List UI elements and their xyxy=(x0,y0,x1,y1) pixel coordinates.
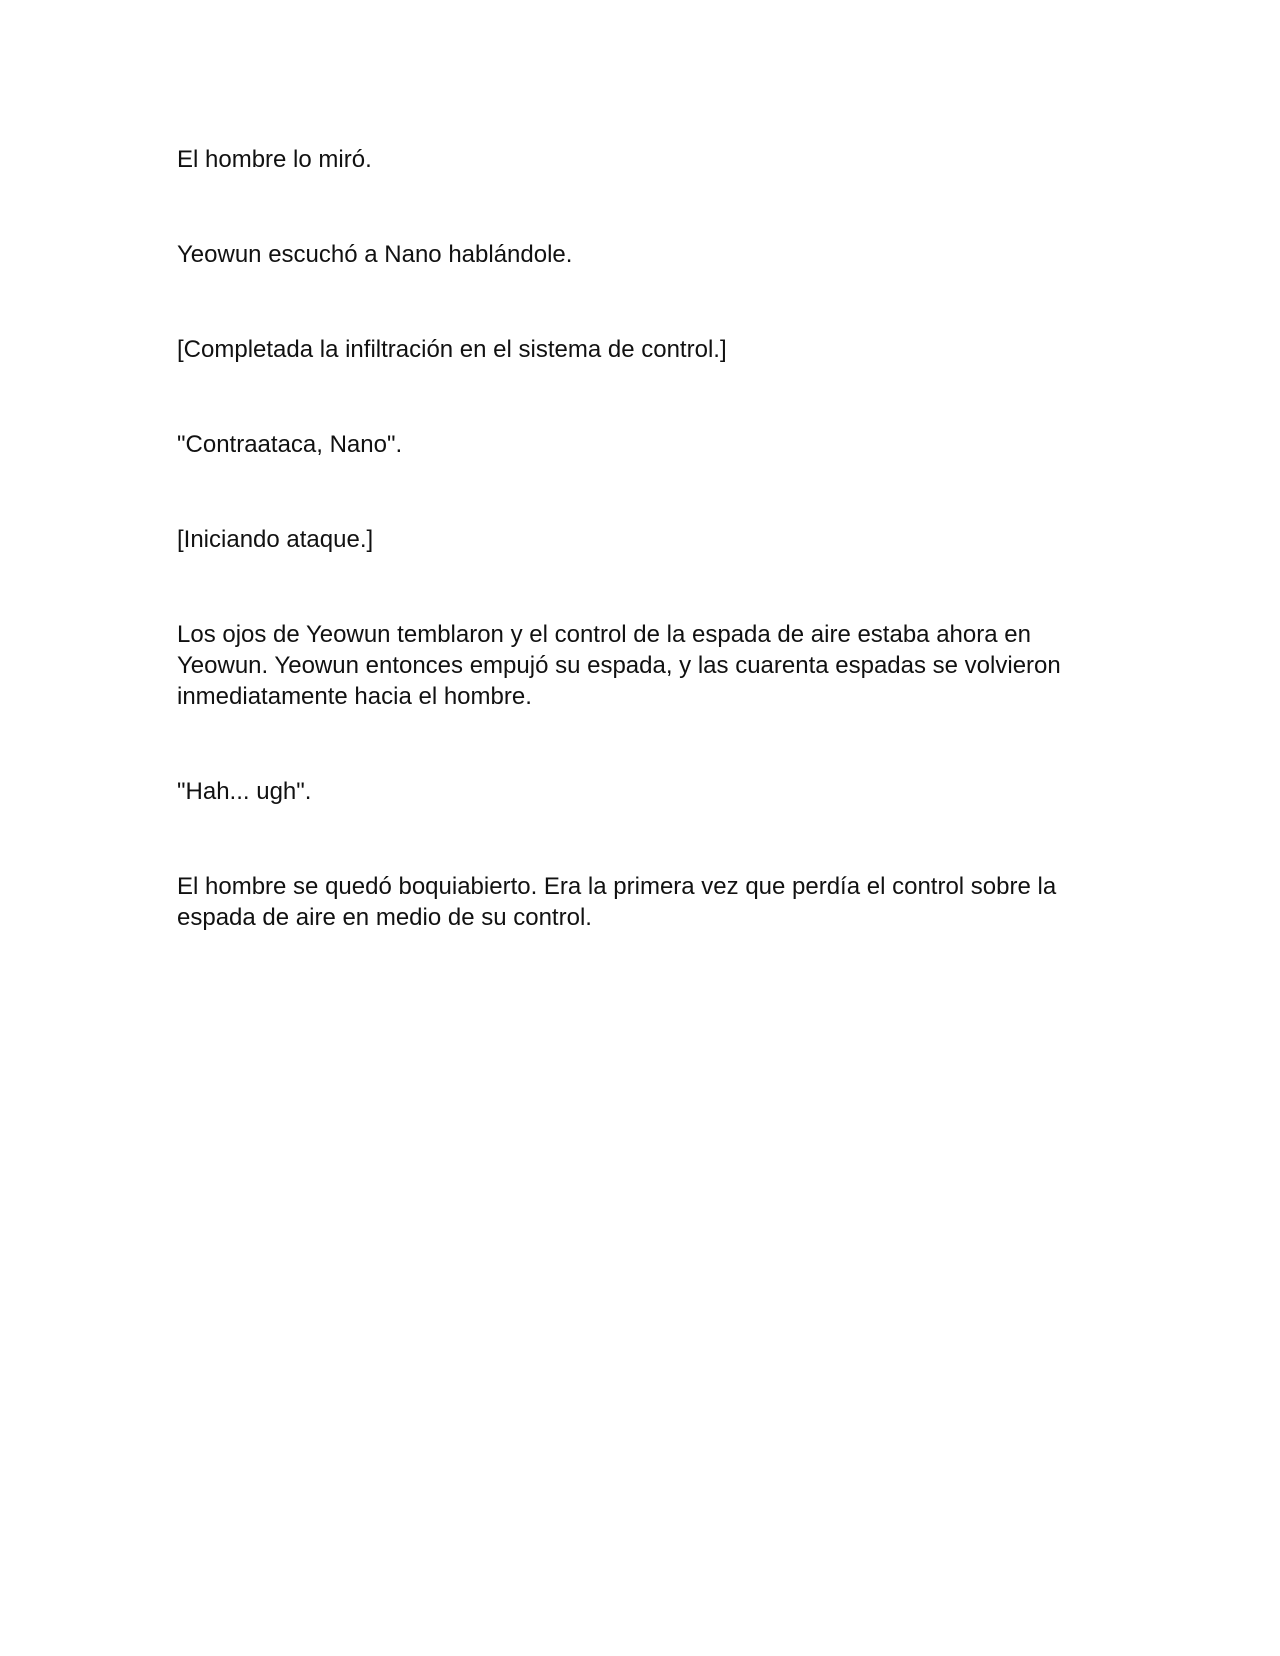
paragraph-6: Los ojos de Yeowun temblaron y el control de la espada de aire estaba ahora en Yeowun. Yeowun entonces empujó su espada, y las cuarenta espadas se volvieron inmediatamente hacia el hombre. xyxy=(177,621,1061,710)
paragraph-7: "Hah... ugh". xyxy=(177,778,312,805)
paragraph-1: El hombre lo miró. xyxy=(177,146,372,173)
paragraph-3: [Completada la infiltración en el sistema de control.] xyxy=(177,336,727,363)
paragraph-2: Yeowun escuchó a Nano hablándole. xyxy=(177,241,573,268)
paragraph-8: El hombre se quedó boquiabierto. Era la primera vez que perdía el control sobre la espada de aire en medio de su control. xyxy=(177,873,1057,931)
document-body xyxy=(177,144,1107,933)
paragraph-5: [Iniciando ataque.] xyxy=(177,526,374,553)
paragraph-4: "Contraataca, Nano". xyxy=(177,431,403,458)
